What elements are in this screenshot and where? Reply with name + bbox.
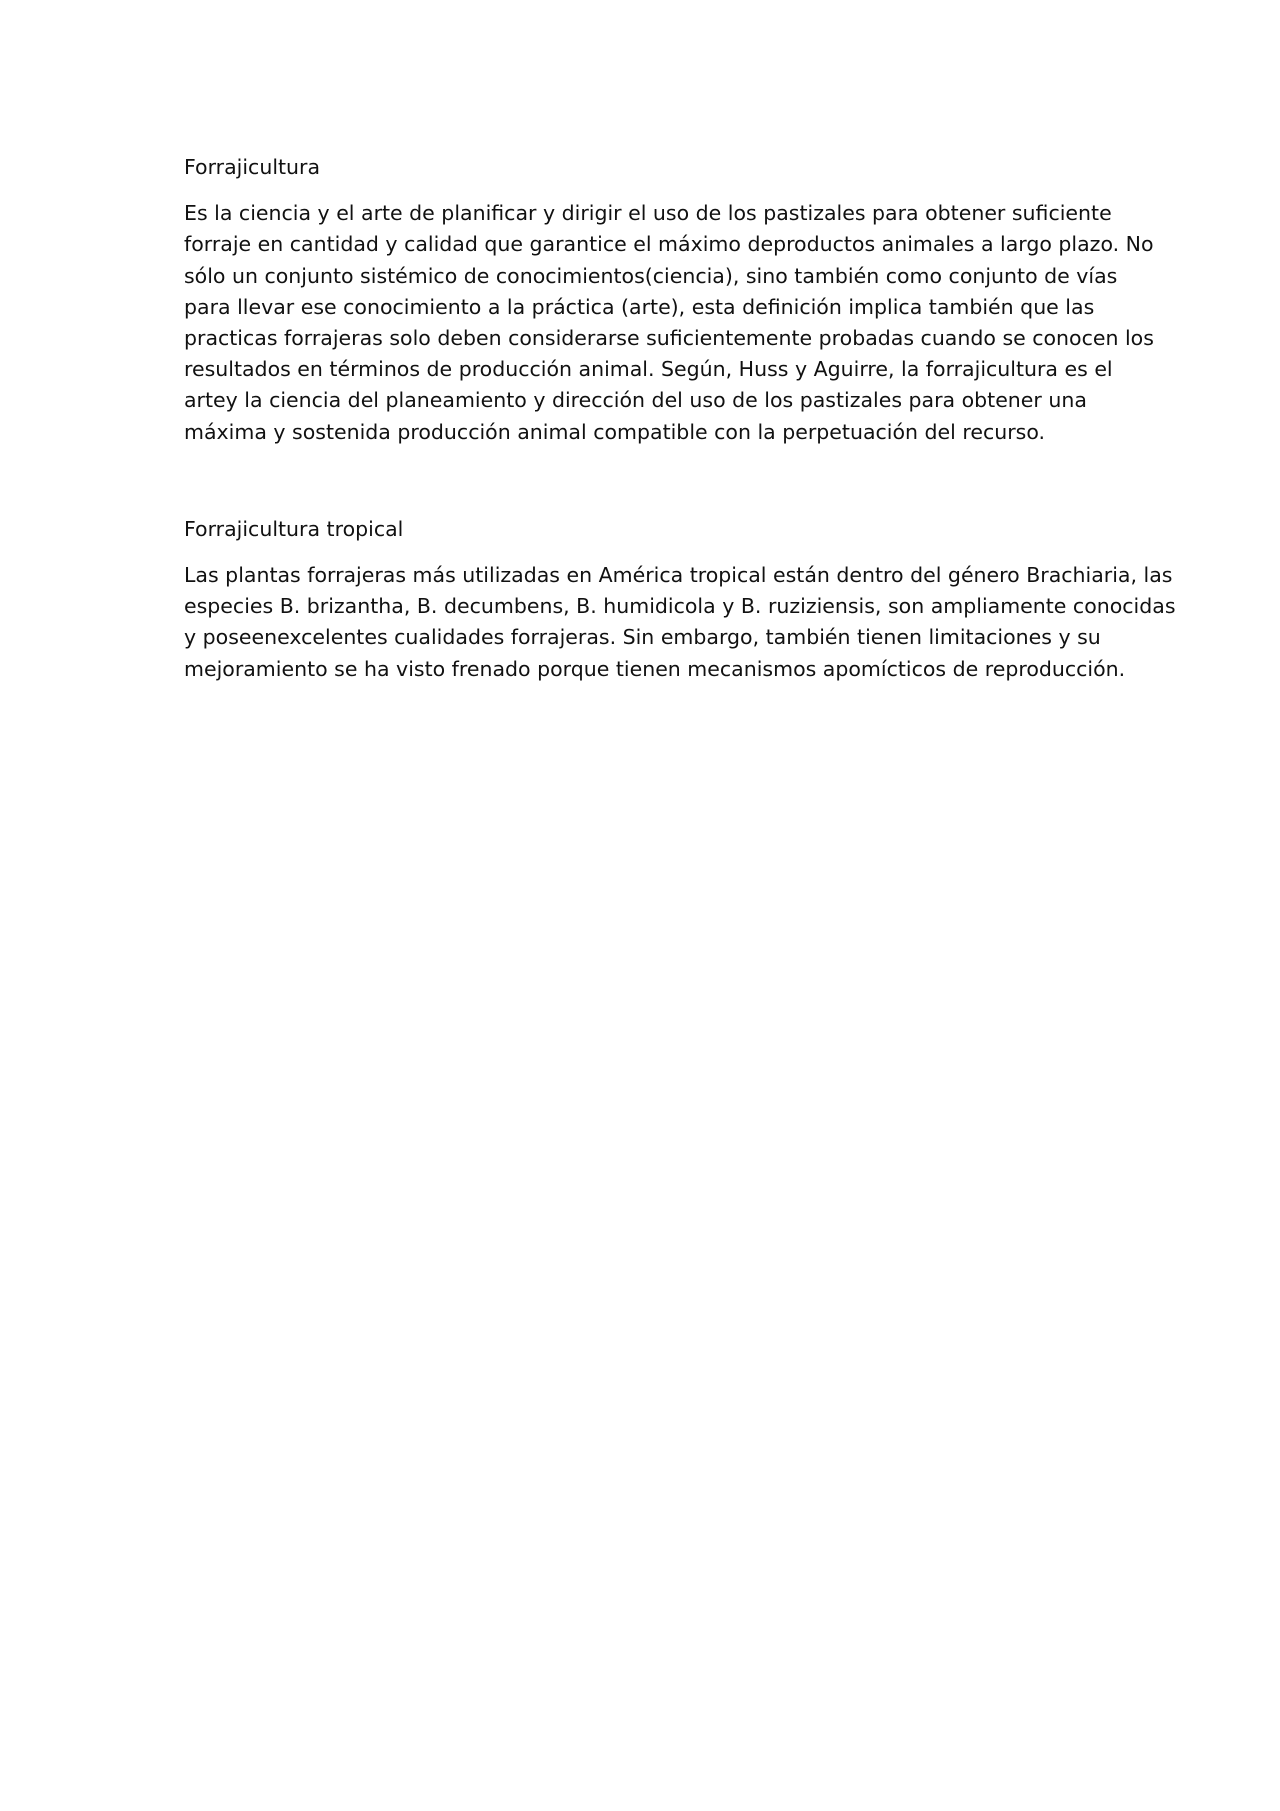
section-heading: Forrajicultura tropical (184, 516, 404, 541)
paragraph-line: practicas forrajeras solo deben considerarse suficientemente probadas cuando se conocen los (184, 326, 1154, 351)
paragraph-line: mejoramiento se ha visto frenado porque tienen mecanismos apomícticos de reproducción. (184, 656, 1126, 681)
paragraph-line: forraje en cantidad y calidad que garantice el máximo deproductos animales a largo plazo. No (184, 232, 1154, 257)
paragraph-line: Las plantas forrajeras más utilizadas en América tropical están dentro del género Brachiaria, las (184, 563, 1173, 588)
paragraph-line: artey la ciencia del planeamiento y dirección del uso de los pastizales para obtener una (184, 388, 1087, 413)
section-paragraph (184, 198, 1154, 448)
paragraph-line: y poseenexcelentes cualidades forrajeras. Sin embargo, también tienen limitaciones y su (184, 625, 1101, 650)
paragraph-line: máxima y sostenida producción animal compatible con la perpetuación del recurso. (184, 419, 1046, 444)
paragraph-line: resultados en términos de producción animal. Según, Huss y Aguirre, la forrajicultura es el (184, 357, 1113, 382)
document-body (184, 152, 1176, 685)
section-paragraph (184, 560, 1176, 685)
section-forrajicultura (184, 152, 1154, 448)
section-spacer (184, 448, 1109, 514)
section-heading: Forrajicultura (184, 155, 321, 179)
paragraph-line: especies B. brizantha, B. decumbens, B. humidicola y B. ruziziensis, son ampliamente conocidas (184, 594, 1176, 619)
paragraph-line: sólo un conjunto sistémico de conocimientos(ciencia), sino también como conjunto de vías (184, 263, 1118, 288)
paragraph-line: Es la ciencia y el arte de planificar y dirigir el uso de los pastizales para obtener suficiente (184, 201, 1112, 226)
paragraph-line: para llevar ese conocimiento a la práctica (arte), esta definición implica también que las (184, 294, 1095, 319)
section-forrajicultura-tropical (184, 514, 1176, 685)
